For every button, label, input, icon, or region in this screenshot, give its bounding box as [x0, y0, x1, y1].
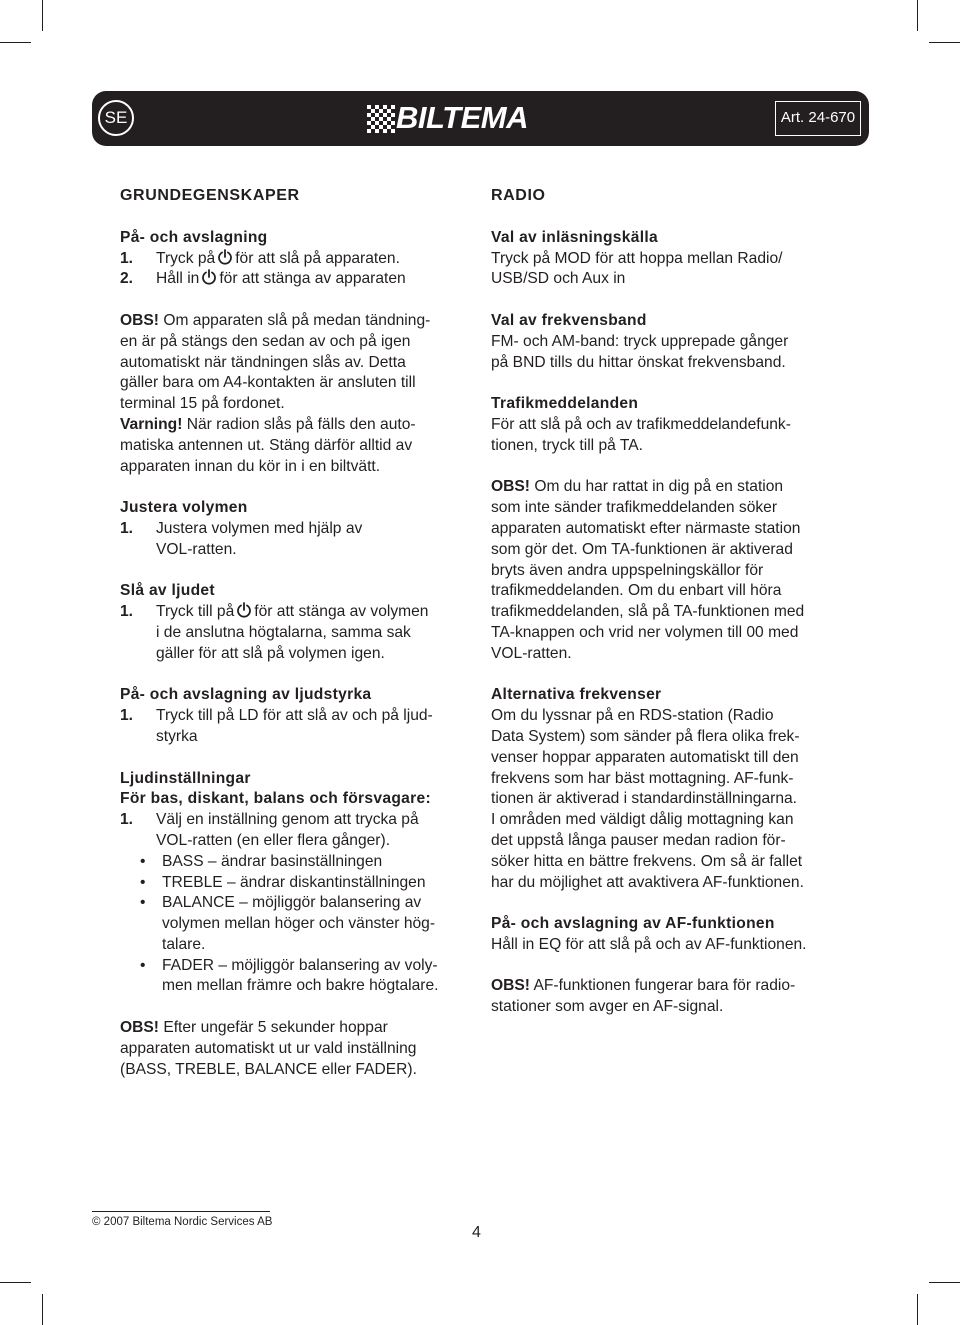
section-title: RADIO: [491, 187, 546, 204]
crop-mark: [929, 1282, 960, 1283]
alt-text: Om du lyssnar på en RDS-station (Radio Data System) som sänder på flera olika frek- venser hoppar apparaten automatiskt till den frekvens som har bäst mottagning. AF-funk- tionen är aktiverad i standardinställningarna. I områden med väldigt dålig mottagning kan det uppstå långa pauser medan radion för- söker hitta en bättre frekvens. Om så är fallet har du möjlighet att avaktivera AF-funktionen.: [491, 707, 804, 891]
crop-mark: [917, 1294, 918, 1325]
power-icon: [217, 249, 233, 265]
volume-list: [120, 519, 470, 561]
power-icon: [201, 269, 217, 285]
list-item: 1. Tryck på för att slå på apparaten.: [120, 249, 400, 267]
crop-mark: [0, 42, 31, 43]
bullet-item: • BALANCE – möjliggör balansering av volymen mellan höger och vänster hög- talare.: [140, 894, 436, 953]
mute-heading: Slå av ljudet: [120, 582, 215, 600]
obs-note: OBS! Efter ungefär 5 sekunder hoppar apparaten automatiskt ut ur vald inställning (BASS, TREBLE, BALANCE eller FADER).: [120, 1019, 417, 1078]
list-item: 2. Håll in för att stänga av apparaten: [120, 270, 406, 288]
copyright: © 2007 Biltema Nordic Services AB: [92, 1216, 273, 1228]
header-bar: [92, 91, 869, 146]
article-number: Art. 24-670: [775, 101, 861, 136]
loudness-heading: På- och avslagning av ljudstyrka: [120, 686, 372, 704]
sound-bullets: [120, 852, 470, 998]
alt-heading: Alternativa frekvenser: [491, 686, 662, 704]
band-heading: Val av frekvensband: [491, 311, 647, 329]
bullet-item: • TREBLE – ändrar diskantinställningen: [140, 873, 426, 891]
section-title: GRUNDEGENSKAPER: [120, 187, 300, 204]
af-text: Håll in EQ för att slå på och av AF-funktionen.: [491, 935, 807, 953]
obs-note: OBS! Om du har rattat in dig på en station som inte sänder trafikmeddelanden söker apparaten automatiskt efter närmaste station som gör det. Om TA-funktionen är aktiverad bryts även andra uppspelningskällor för trafikmeddelanden. Om du enbart vill höra trafikmeddelanden, slå på TA-funktionen med TA-knappen och vrid ner volymen till 00 med VOL-ratten.: [491, 478, 805, 662]
crop-mark: [0, 1282, 31, 1283]
list-item: 1. Justera volymen med hjälp av VOL-ratten.: [120, 519, 363, 558]
onoff-list: [120, 249, 470, 291]
obs-note: OBS! AF-funktionen fungerar bara för radio- stationer som avger en AF-signal.: [491, 977, 796, 1016]
crop-mark: [917, 0, 918, 31]
brand-logo: BILTEMA: [396, 100, 528, 135]
list-item: 1. Tryck till på för att stänga av volymen i de anslutna högtalarna, samma sak gäller för att slå på volymen igen.: [120, 603, 429, 662]
list-item: 1. Välj en inställning genom att trycka på VOL-ratten (en eller flera gånger).: [120, 811, 419, 849]
volume-heading: Justera volymen: [120, 499, 248, 517]
left-column: [120, 186, 470, 1080]
warning-note: Varning! När radion slås på fälls den auto- matiska antennen ut. Stäng därför alltid av apparaten innan du kör in i en biltvätt.: [120, 415, 416, 475]
sound-subheading: För bas, diskant, balans och försvagare:: [120, 790, 431, 808]
bullet-item: • BASS – ändrar basinställningen: [140, 852, 383, 870]
loudness-list: [120, 706, 470, 748]
language-badge: SE: [98, 100, 134, 136]
mute-list: [120, 602, 470, 664]
onoff-heading: På- och avslagning: [120, 228, 268, 246]
list-item: 1. Tryck till på LD för att slå av och på ljud- styrka: [120, 707, 433, 745]
crop-mark: [42, 1294, 43, 1325]
right-column: [491, 186, 841, 1039]
bullet-item: • FADER – möjliggör balansering av voly- men mellan främre och bakre högtalare.: [140, 956, 439, 995]
band-text: FM- och AM-band: tryck upprepade gånger på BND tills du hittar önskat frekvensband.: [491, 332, 789, 371]
footer-divider: [92, 1211, 270, 1212]
checkered-flag-icon: [367, 105, 395, 133]
crop-mark: [42, 0, 43, 31]
traffic-heading: Trafikmeddelanden: [491, 395, 639, 413]
source-heading: Val av inläsningskälla: [491, 228, 658, 246]
page-number: 4: [472, 1224, 481, 1241]
af-heading: På- och avslagning av AF-funktionen: [491, 915, 775, 933]
source-text: Tryck på MOD för att hoppa mellan Radio/ USB/SD och Aux in: [491, 249, 783, 288]
crop-mark: [929, 42, 960, 43]
sound-heading: Ljudinställningar: [120, 769, 251, 787]
obs-note: OBS! Om apparaten slå på medan tändning- en är på stängs den sedan av och på igen automatiskt när tändningen slås av. Detta gäller bara om A4-kontakten är ansluten till terminal 15 på fordonet.: [120, 311, 431, 413]
power-icon: [236, 602, 252, 618]
traffic-text: För att slå på och av trafikmeddelandefunk- tionen, tryck till på TA.: [491, 415, 791, 454]
